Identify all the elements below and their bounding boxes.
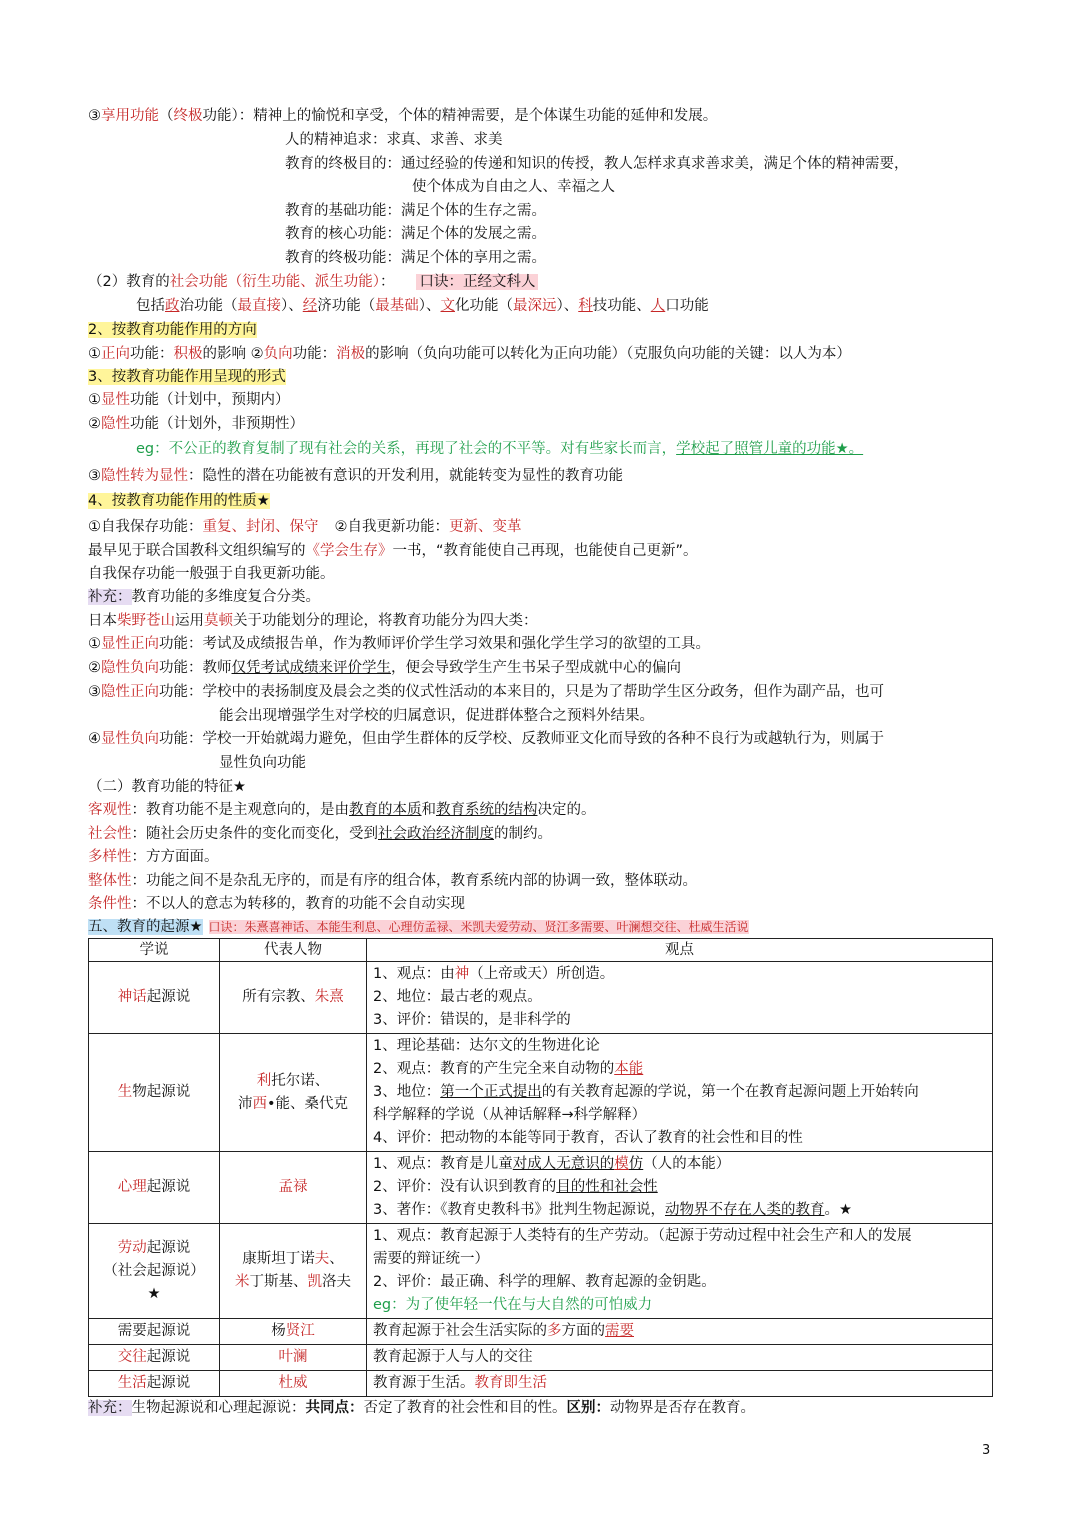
text: ：方方面面。 [131, 849, 219, 865]
text: 起源说 [146, 1179, 191, 1195]
line-self-preservation [88, 517, 522, 537]
supplement-label: 补充： [88, 589, 132, 605]
line-supplement-1 [88, 587, 320, 607]
text: （上帝或天）所创造。 [469, 966, 615, 982]
person: 莫顿 [204, 613, 233, 629]
text: •能、桑代克 [266, 1095, 349, 1112]
text: ：不以人的意志为转移的，教育的功能不会自动实现 [131, 896, 465, 912]
rep-line [226, 1070, 360, 1093]
line-explicit [88, 390, 290, 410]
text: 功能（计划中，预期内） [130, 392, 290, 408]
col-header-theory: 学说 [89, 939, 220, 962]
col-header-viewpoint: 观点 [367, 939, 993, 962]
text: 仿 [628, 1156, 644, 1172]
text: 西 [252, 1095, 267, 1112]
text: ①自我保存功能： [88, 519, 203, 535]
line-explicit-negative [88, 729, 884, 749]
text: 洛夫 [322, 1274, 351, 1290]
viewpoint-line: eg：为了使年轻一代在与大自然的可怕威力 [373, 1297, 653, 1313]
theory-cell [89, 1034, 220, 1152]
text: 动物界是否存在教育。 [610, 1400, 755, 1416]
mnemonic: 口诀：正经文科人 [416, 274, 538, 290]
table-row [89, 1345, 993, 1371]
rep-line [226, 1093, 360, 1116]
representative-cell: 孟禄 [220, 1152, 367, 1224]
text: 朱熹 [314, 989, 344, 1005]
text: 起源说 [146, 1375, 191, 1391]
representative-cell [220, 1224, 367, 1319]
text: 2、观点：教育的产生完全来自动物的 [373, 1061, 615, 1077]
keyword: 政 [165, 298, 180, 314]
keyword: 客观性 [88, 802, 132, 818]
viewpoint-cell [367, 1371, 993, 1397]
text: 3、著作：《教育史教科书》批判生物起源说， [373, 1202, 665, 1218]
text: 关于功能划分的理论，将教育功能分为四大类： [233, 613, 538, 629]
text: 所有宗教、 [242, 989, 315, 1005]
representative-cell [220, 1319, 367, 1345]
line-implicit-negative [88, 658, 681, 678]
text: 、 [329, 1251, 344, 1267]
text: 和 [421, 802, 436, 818]
viewpoint-line [373, 1081, 986, 1104]
emphasis: 教育的本质 [349, 802, 422, 818]
text: 教育源于生活。 [373, 1375, 475, 1391]
text: 口功能 [665, 298, 709, 314]
table-row [89, 1034, 993, 1152]
text: 2、评价：没有认识到教育的 [373, 1179, 557, 1195]
table-header-row [89, 939, 993, 962]
text: 神话 [117, 989, 147, 1005]
text: 生物起源说和心理起源说： [131, 1400, 306, 1416]
text: 功能： [130, 346, 174, 362]
line-conditionality [88, 894, 465, 914]
text: 教育起源于社会生活实际的 [373, 1323, 547, 1339]
line-supplement-2 [88, 1398, 755, 1418]
keyword: 更新、变革 [449, 519, 522, 535]
line-social-function [88, 272, 538, 292]
keyword: 科 [578, 298, 593, 314]
text: ： [379, 274, 395, 290]
viewpoint-cell [367, 1224, 993, 1319]
text: ）、 [281, 298, 303, 314]
representative-cell [220, 1034, 367, 1152]
text: 需要 [605, 1323, 634, 1339]
line-ultimate-function: 教育的终极功能：满足个体的享用之需。 [285, 250, 546, 266]
keyword: 负向 [263, 346, 293, 362]
keyword: 条件性 [88, 896, 132, 912]
line-ultimate-goal: 教育的终极目的：通过经验的传递和知识的传授，教人怎样求真求善求美，满足个体的精神需要， [285, 156, 909, 172]
text: 生活 [117, 1375, 147, 1391]
text: ③ [88, 468, 101, 484]
table-row [89, 1224, 993, 1319]
text: 的影响（负向功能可以转化为正向功能）（克服负向功能的关键：以人为本） [365, 346, 851, 362]
heading-text: 4、按教育功能作用的性质★ [88, 493, 270, 509]
viewpoint-line [373, 963, 986, 986]
viewpoint-line: 需要的辩证统一） [373, 1251, 489, 1267]
text: ④ [88, 731, 101, 747]
emphasis: 学校起了照管儿童的功能★。 [676, 441, 864, 457]
text: ：隐性的潜在功能被有意识的开发利用，就能转变为显性的教育功能 [188, 468, 623, 484]
text: 交往 [117, 1349, 147, 1365]
keyword: 显性负向 [101, 731, 159, 747]
line-core-function: 教育的核心功能：满足个体的发展之需。 [285, 226, 546, 242]
text: 功能：学校一开始就竭力避免，但由学生群体的反学校、反教师亚文化而导致的各种不良行为或越轨行为，则属于 [159, 731, 884, 747]
keyword: 经 [302, 298, 318, 314]
text: 本能 [614, 1061, 644, 1077]
viewpoint-cell: 教育起源于人与人的交往 [367, 1345, 993, 1371]
keyword: 最基础 [375, 298, 419, 314]
line-implicit-positive [88, 682, 884, 702]
text: 杨 [271, 1323, 286, 1339]
viewpoint-cell [367, 1034, 993, 1152]
term: 社会功能（衍生功能、派生功能） [169, 274, 380, 290]
text: 功能：学校中的表扬制度及晨会之类的仪式性活动的本来目的，只是为了帮助学生区分政务，但作为副产品，也可 [159, 684, 884, 700]
keyword: 积极 [173, 346, 203, 362]
representative-cell [220, 962, 367, 1034]
keyword: 重复、封闭、保守 [202, 519, 319, 535]
keyword: 社会性 [88, 826, 132, 842]
heading-form [88, 367, 286, 387]
line-implicit-positive-cont: 能会出现增强学生对学校的归属意识，促进群体整合之预料外结果。 [219, 708, 654, 724]
viewpoint-cell [367, 962, 993, 1034]
viewpoint-line: 2、地位：最古老的观点。 [373, 989, 542, 1005]
text: 功能）：精神上的愉悦和享受，个体的精神需要，是个体谋生功能的延伸和发展。 [202, 108, 718, 124]
text: 否定了教育的社会性和目的性。 [363, 1400, 567, 1416]
text: （2）教育的 [88, 274, 170, 290]
text: 丁斯基、 [249, 1274, 308, 1290]
text: 1、观点：由 [373, 966, 455, 982]
theory-cell [89, 1345, 220, 1371]
text: 夫 [314, 1251, 330, 1267]
text: 共同点： [305, 1400, 364, 1416]
text: 技功能、 [592, 298, 651, 314]
viewpoint-line: 1、观点：教育起源于人类特有的生产劳动。（起源于劳动过程中社会生产和人的发展 [373, 1228, 912, 1244]
theory-line: （社会起源说） [103, 1262, 205, 1279]
line-implicit [88, 414, 304, 434]
text: 生 [117, 1084, 133, 1100]
viewpoint-line: 2、评价：最正确、科学的理解、教育起源的金钥匙。 [373, 1274, 716, 1290]
viewpoint-cell [367, 1152, 993, 1224]
heading-text: 3、按教育功能作用呈现的形式 [88, 369, 286, 385]
text: 贤江 [285, 1323, 315, 1339]
text: 康斯坦丁诺 [242, 1251, 315, 1267]
keyword: 隐性正向 [101, 684, 159, 700]
table-row [89, 1152, 993, 1224]
text: 沛 [237, 1095, 253, 1112]
text: 起源说 [146, 989, 191, 1005]
text: 目的性和社会性 [556, 1179, 658, 1195]
emphasis: 教育系统的结构 [436, 802, 538, 818]
page-number: 3 [982, 1443, 991, 1458]
viewpoint-line: 3、评价：错误的，是非科学的 [373, 1012, 571, 1028]
line-ultimate-goal-cont: 使个体成为自由之人、幸福之人 [412, 179, 615, 195]
line-integrity [88, 871, 697, 891]
text: ③ [88, 684, 101, 700]
text: 包括 [136, 298, 165, 314]
keyword: 显性正向 [101, 636, 159, 652]
keyword: 隐性 [101, 416, 130, 432]
theory-cell [89, 1224, 220, 1319]
viewpoint-line [373, 1176, 986, 1199]
keyword: 整体性 [88, 873, 132, 889]
text: 1、观点：教育是儿童 [373, 1156, 513, 1172]
viewpoint-line: 1、理论基础：达尔文的生物进化论 [373, 1038, 600, 1054]
line-enjoyment-function [88, 106, 717, 126]
heading-origin [88, 917, 749, 937]
term: 终极 [173, 108, 203, 124]
text: ① [88, 636, 101, 652]
emphasis: 仅凭考试成绩来评价学生 [231, 660, 391, 676]
viewpoint-line [373, 1058, 986, 1081]
viewpoint-line: 4、评价：把动物的本能等同于教育，否认了教育的社会性和目的性 [373, 1130, 803, 1146]
heading-nature [88, 491, 270, 511]
line-diversity [88, 847, 219, 867]
text: ：功能之间不是杂乱无序的，而是有序的组合体，教育系统内部的协调一致，整体联动。 [131, 873, 697, 889]
text: 的影响 ② [202, 346, 264, 362]
keyword: 隐性负向 [101, 660, 159, 676]
text: ）、 [556, 298, 579, 314]
rep-line [226, 1248, 360, 1271]
text: 区别： [566, 1400, 610, 1416]
text: 运用 [175, 613, 204, 629]
text: 方面的 [561, 1323, 605, 1339]
text: ：教育功能不是主观意向的，是由 [131, 802, 349, 818]
table-row [89, 962, 993, 1034]
text: 起源说 [146, 1349, 191, 1365]
keyword: 显性 [101, 392, 130, 408]
theory-line [95, 1237, 213, 1260]
text: ① [88, 392, 101, 408]
text: 凯 [307, 1274, 322, 1290]
table-row [89, 1319, 993, 1345]
text: 。★ [824, 1202, 852, 1218]
theory-cell: 需要起源说 [89, 1319, 220, 1345]
keyword: 消极 [336, 346, 366, 362]
text: 的有关教育起源的学说，第一个在教育起源问题上开始转向 [541, 1084, 919, 1100]
text: 日本 [88, 613, 117, 629]
viewpoint-line [373, 1153, 986, 1176]
example-implicit [136, 439, 863, 459]
keyword: 多样性 [88, 849, 132, 865]
text: ② [88, 660, 101, 676]
viewpoint-cell [367, 1319, 993, 1345]
text: ，便会导致学生产生书呆子型成就中心的偏向 [391, 660, 681, 676]
text: 动物界不存在人类的教育 [664, 1202, 825, 1218]
text: 多 [547, 1323, 562, 1339]
text: 第一个正式提出 [440, 1084, 542, 1100]
mnemonic: 口诀：朱熹喜神话、本能生利息、心理仿孟禄、米凯夫爱劳动、贤江多需要、叶澜想交往、杜威生活说 [208, 920, 749, 934]
text: 化功能（ [455, 298, 513, 314]
text: 托尔诺、 [271, 1072, 330, 1089]
book-title: 《学会生存》 [305, 543, 393, 559]
term: 享用功能 [101, 108, 159, 124]
text: 最早见于联合国教科文组织编写的 [88, 543, 306, 559]
keyword: 隐性转为显性 [101, 468, 188, 484]
keyword: 最深远 [513, 298, 557, 314]
heading-direction [88, 320, 257, 340]
keyword: 文 [440, 298, 455, 314]
text: 济功能（ [317, 298, 376, 314]
text: 功能：考试及成绩报告单，作为教师评价学生学习效果和强化学生学习的欲望的工具。 [159, 636, 710, 652]
line-objectivity [88, 800, 596, 820]
text: 米 [235, 1274, 250, 1290]
line-positive-negative [88, 344, 851, 364]
heading-text: 2、按教育功能作用的方向 [88, 322, 257, 338]
line-social-function-list [136, 296, 709, 316]
heading-features: （二）教育功能的特征★ [88, 779, 246, 795]
text: 的制约。 [494, 826, 552, 842]
line-spirit-pursuit: 人的精神追求：求真、求善、求美 [285, 132, 503, 148]
heading-text: 五、教育的起源★ [88, 919, 203, 935]
text: 功能： [292, 346, 337, 362]
text: 教育即生活 [474, 1375, 547, 1391]
table-row [89, 1371, 993, 1397]
text: （ [159, 108, 174, 124]
rep-line [226, 1271, 360, 1294]
keyword: 最直接 [237, 298, 281, 314]
line-explicit-negative-cont: 显性负向功能 [219, 755, 306, 771]
theory-cell [89, 1371, 220, 1397]
emphasis: 社会政治经济制度 [378, 826, 494, 842]
viewpoint-line [373, 1199, 986, 1222]
text: 对成人无意识的 [512, 1156, 615, 1172]
text: 一书，“教育能使自己再现，也能使自己更新”。 [392, 543, 698, 559]
text: ②自我更新功能： [334, 519, 449, 535]
theory-cell [89, 962, 220, 1034]
text: 3、地位： [373, 1084, 441, 1100]
text: ：随社会历史条件的变化而变化，受到 [131, 826, 378, 842]
text: 决定的。 [537, 802, 596, 818]
representative-cell: 杜威 [220, 1371, 367, 1397]
text: eg：不公正的教育复制了现有社会的关系，再现了社会的不平等。对有些家长而言， [136, 441, 677, 457]
line-explicit-positive [88, 634, 710, 654]
person: 柴野苍山 [117, 613, 175, 629]
text: 功能（计划外，非预期性） [130, 416, 304, 432]
text: 心理 [117, 1179, 147, 1195]
text: 模 [614, 1156, 629, 1172]
text: 教育功能的多维度复合分类。 [131, 589, 320, 605]
line-preservation-stronger: 自我保存功能一般强于自我更新功能。 [88, 566, 335, 582]
text: ① [88, 346, 101, 362]
text: 治功能（ [179, 298, 238, 314]
circle-num: ③ [88, 108, 101, 124]
keyword: 人 [650, 298, 666, 314]
representative-cell: 叶澜 [220, 1345, 367, 1371]
text: 劳动 [117, 1239, 147, 1256]
line-implicit-to-explicit [88, 466, 623, 486]
origin-theory-table [88, 938, 993, 1397]
supplement-label: 补充： [88, 1400, 132, 1416]
text: ）、 [418, 298, 441, 314]
line-learning-to-be [88, 541, 698, 561]
col-header-representative: 代表人物 [220, 939, 367, 962]
text: 物起源说 [132, 1084, 191, 1100]
text: 利 [256, 1072, 272, 1089]
text: 起源说 [146, 1239, 191, 1256]
keyword: 正向 [101, 346, 130, 362]
line-shibano [88, 611, 538, 631]
text: 功能：教师 [159, 660, 232, 676]
text: 神 [454, 966, 470, 982]
line-basic-function: 教育的基础功能：满足个体的生存之需。 [285, 203, 546, 219]
text: ② [88, 416, 101, 432]
text: （人的本能） [643, 1156, 731, 1172]
theory-line: ★ [147, 1285, 161, 1302]
line-sociality [88, 824, 552, 844]
theory-cell [89, 1152, 220, 1224]
viewpoint-line: 科学解释的学说（从神话解释→科学解释） [373, 1107, 647, 1123]
